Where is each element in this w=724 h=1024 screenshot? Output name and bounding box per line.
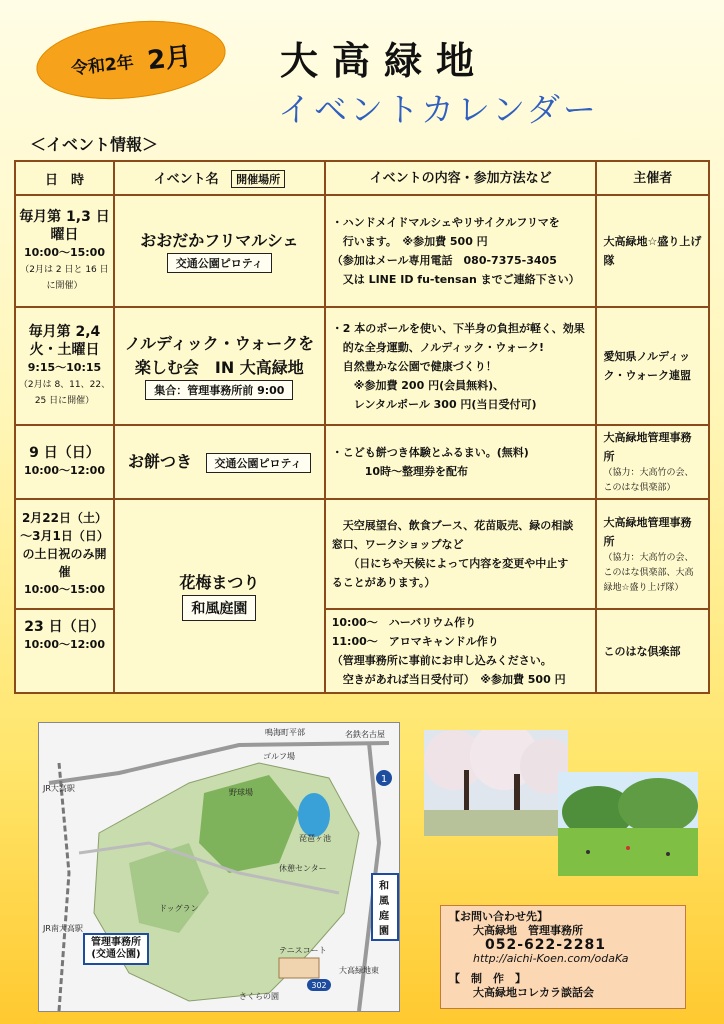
detail-line: 行います。 ※参加費 500 円 [331, 235, 488, 248]
detail-line: 又は LINE ID fu-tensan までご連絡下さい） [331, 273, 580, 286]
event-name-line1: ノルディック・ウォークを [124, 334, 315, 353]
organizer-note: （協力：大高竹の会、このはな倶楽部） [603, 468, 694, 493]
row-date [15, 195, 114, 307]
date-main: 毎月第 2,4 火・土曜日 [28, 324, 101, 358]
detail-line: ・2 本のポールを使い、下半身の負担が軽く、効果 [331, 321, 585, 335]
callout-garden: 和風庭園 [371, 873, 399, 941]
page-subtitle: イベントカレンダー [278, 90, 599, 129]
map-label: ドッグラン [159, 904, 199, 913]
map-label: 名鉄名古屋 [345, 730, 385, 739]
date-note: （2月は 8、11、22、25 日に開催） [18, 380, 111, 406]
production-heading: 【 制 作 】 [449, 972, 526, 985]
contact-heading: 【お問い合わせ先】 [449, 910, 548, 923]
row-date [15, 307, 114, 425]
row-organizer [596, 425, 709, 499]
table-row [15, 195, 709, 307]
detail-line: ・こども餅つき体験とふるまい。(無料) [331, 446, 529, 459]
table-row [15, 499, 709, 609]
map-label: テニスコート [279, 946, 327, 955]
date-main: 23 日（日） [24, 619, 105, 635]
row-organizer: このはな倶楽部 [596, 609, 709, 693]
detail-line: 天空展望台、飲食ブース、花苗販売、緑の相談 [331, 519, 574, 532]
map-label: 野球場 [229, 788, 253, 797]
row-date [15, 609, 114, 693]
header-event [114, 161, 325, 195]
map-label: JR大高駅 [43, 784, 75, 793]
callout-office-line2: (交通公園) [91, 949, 141, 960]
map-label: 琵琶ヶ池 [299, 834, 331, 843]
contact-phone: 052-622-2281 [485, 937, 607, 953]
row-event [114, 499, 325, 693]
detail-line: 自然豊かな公園で健康づくり！ [331, 359, 497, 373]
header-event-label: イベント名 [153, 172, 219, 187]
production-name: 大高緑地コレカラ談話会 [473, 986, 594, 999]
detail-line: （参加はメール専用電話 080-7375-3405 [331, 254, 557, 267]
row-event [114, 425, 325, 499]
contact-box [440, 905, 686, 1009]
row-details [325, 195, 597, 307]
page-title: 大高緑地 [280, 39, 489, 83]
map-label: ゴルフ場 [263, 752, 295, 761]
venue-box: 集合：管理事務所前 9:00 [145, 380, 293, 400]
route-1-label: 1 [380, 774, 388, 785]
detail-line: 10:00～ ハーバリウム作り [331, 616, 477, 629]
era-label: 令和2年 [70, 52, 135, 79]
date-main: 2月22日（土）～3月1日（日）の土日祝のみ開催 [20, 511, 109, 579]
date-main: 9 日（日） [29, 445, 100, 461]
row-event [114, 195, 325, 307]
row-organizer [596, 499, 709, 609]
event-name: 花梅まつり [179, 573, 260, 592]
month-label: 2月 [145, 41, 193, 76]
row-organizer: 大高緑地☆盛り上げ隊 [596, 195, 709, 307]
date-time: 9:15～10:15 [27, 361, 102, 374]
venue-box: 交通公園ピロティ [206, 453, 311, 473]
date-time: 10:00～12:00 [23, 638, 105, 651]
callout-office-line1: 管理事務所 [91, 937, 141, 948]
event-table [14, 160, 710, 694]
table-header-row [15, 161, 709, 195]
detail-line: 空きがあれば当日受付可） ※参加費 500 円 [331, 673, 566, 686]
detail-line: 的な全身運動、ノルディック・ウォーク! [331, 340, 545, 354]
row-event [114, 307, 325, 425]
header-date: 日 時 [15, 161, 114, 195]
organizer-name: 大高緑地管理事務所 [603, 515, 692, 548]
header-organizer: 主催者 [596, 161, 709, 195]
date-time: 10:00～15:00 [23, 246, 105, 259]
detail-line: 10時～整理券を配布 [331, 465, 469, 478]
venue-box: 和風庭園 [182, 595, 256, 621]
callout-office [83, 933, 149, 965]
lawn-photo [558, 772, 698, 876]
detail-line: ・ハンドメイドマルシェやリサイクルフリマを [331, 216, 560, 229]
detail-line: （日にちや天候によって内容を変更や中止す [331, 557, 569, 570]
section-label: ＜イベント情報＞ [30, 135, 159, 154]
event-name: お餅つき [128, 452, 193, 471]
park-map [38, 722, 400, 1012]
detail-line: レンタルポール 300 円(当日受付可) [331, 397, 537, 411]
row-date [15, 499, 114, 609]
row-details [325, 499, 597, 609]
cherry-blossom-photo [424, 730, 568, 836]
date-time: 10:00～15:00 [23, 583, 105, 596]
contact-url[interactable]: http://aichi-Koen.com/odaKa [473, 952, 629, 965]
row-organizer: 愛知県ノルディック・ウォーク連盟 [596, 307, 709, 425]
map-label: JR南大高駅 [43, 924, 83, 933]
event-name-line2: 楽しむ会 IN 大高緑地 [134, 358, 304, 377]
map-label: 大高緑地東 [339, 966, 379, 975]
detail-line: ※参加費 200 円(会員無料)、 [331, 378, 505, 392]
header-venue-label: 開催場所 [231, 170, 285, 188]
detail-line: （管理事務所に事前にお申し込みください。 [331, 654, 552, 667]
date-time: 10:00～12:00 [23, 464, 105, 477]
organizer-name: 大高緑地管理事務所 [603, 431, 692, 463]
table-row [15, 307, 709, 425]
map-label: さくらの園 [239, 992, 279, 1001]
detail-line: 11:00～ アロマキャンドル作り [331, 635, 499, 648]
detail-line: ることがあります。） [331, 576, 436, 589]
organizer-note: （協力：大高竹の会、このはな倶楽部、大高緑地☆盛り上げ隊） [603, 552, 694, 593]
table-row [15, 425, 709, 499]
row-details [325, 307, 597, 425]
date-main: 毎月第 1,3 日曜日 [19, 209, 110, 243]
detail-line: 窓口、ワークショップなど [331, 538, 464, 551]
row-details [325, 609, 597, 693]
map-label: 鳴海町平部 [265, 728, 305, 737]
header-content: イベントの内容・参加方法など [325, 161, 597, 195]
venue-box: 交通公園ピロティ [167, 253, 272, 273]
row-date [15, 425, 114, 499]
map-label: 休憩センター [279, 864, 327, 873]
route-302-label: 302 [311, 981, 327, 990]
row-details [325, 425, 597, 499]
contact-name: 大高緑地 管理事務所 [473, 924, 583, 937]
date-badge [33, 12, 230, 107]
date-note: （2月は 2 日と 16 日に開催） [20, 265, 109, 291]
event-name: おおだかフリマルシェ [140, 231, 299, 250]
